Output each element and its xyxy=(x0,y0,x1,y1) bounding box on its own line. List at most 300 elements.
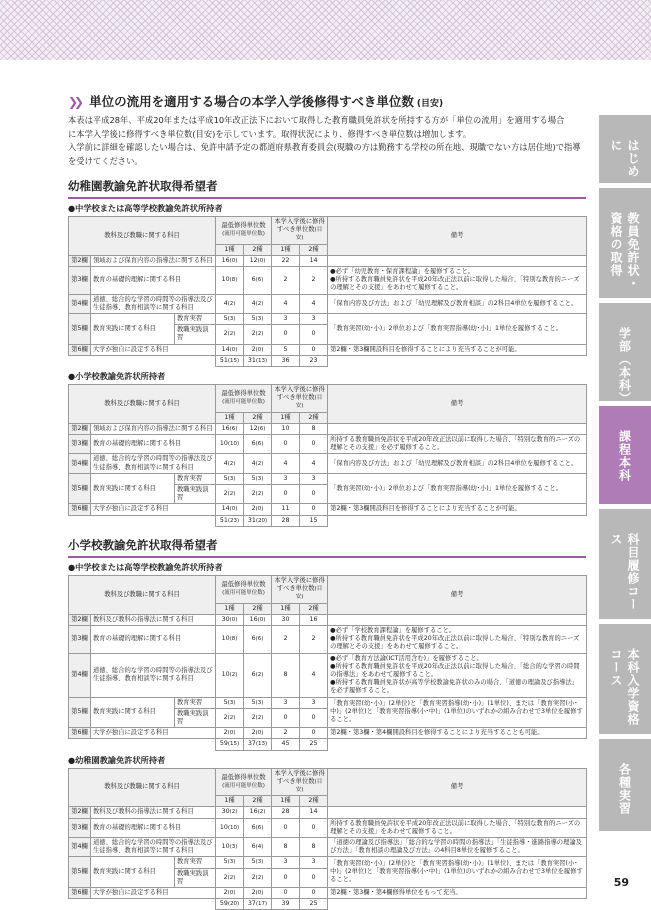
header-subject: 教科及び教職に関する科目 xyxy=(69,768,216,807)
header-min-credits xyxy=(216,385,272,413)
min-credits-2 xyxy=(244,887,272,898)
credit-transfer: (0) xyxy=(257,616,266,623)
credit-value: 51 xyxy=(219,356,228,364)
credit-value: 2 xyxy=(223,330,228,338)
sidebar-tab-5[interactable] xyxy=(599,509,651,619)
credit-value: 5 xyxy=(251,858,256,866)
column-number: 第6欄 xyxy=(69,728,91,739)
credit-transfer: (6) xyxy=(255,824,264,831)
credit-transfer: (2) xyxy=(255,491,264,498)
intro-text xyxy=(68,114,586,168)
table-header-row xyxy=(69,768,587,796)
total-spacer xyxy=(69,739,216,750)
header-min-note: (流用可能単位数) xyxy=(222,399,265,406)
required-credits-2: 15 xyxy=(300,515,328,526)
header-grade: 1種 xyxy=(216,603,244,614)
header-note: 備考 xyxy=(328,217,587,256)
header-after-note: (目安) xyxy=(295,227,323,242)
credit-transfer: (3) xyxy=(255,859,264,866)
table-row xyxy=(69,344,587,355)
credit-transfer: (2) xyxy=(227,460,236,467)
min-credits-2 xyxy=(244,625,272,653)
credit-value: 5 xyxy=(223,474,228,482)
decorative-header-band xyxy=(0,0,651,60)
table-row xyxy=(69,515,587,526)
min-credits-2 xyxy=(244,473,272,484)
credit-value: 2 xyxy=(223,888,228,896)
credit-value: 16 xyxy=(249,808,258,816)
table-row xyxy=(69,728,587,739)
column-number: 第6欄 xyxy=(69,344,91,355)
required-credits-1: 2 xyxy=(272,267,300,295)
credit-transfer: (3) xyxy=(255,316,264,323)
credits-table xyxy=(68,384,587,527)
required-credits-2: 4 xyxy=(300,653,328,697)
header-after-note: (目安) xyxy=(295,778,323,793)
credit-value: 6 xyxy=(251,823,256,831)
credit-value: 51 xyxy=(219,516,228,524)
total-spacer xyxy=(69,515,216,526)
credit-transfer: (8) xyxy=(229,277,238,284)
credit-transfer: (2) xyxy=(257,809,266,816)
required-credits-1: 2 xyxy=(272,625,300,653)
header-after-credits xyxy=(272,575,328,603)
credit-value: 59 xyxy=(219,740,228,748)
credit-value: 31 xyxy=(247,516,256,524)
credit-transfer: (3) xyxy=(255,475,264,482)
min-credits-2 xyxy=(244,325,272,344)
credit-transfer: (20) xyxy=(255,517,268,524)
required-credits-2: 25 xyxy=(300,739,328,750)
required-credits-1: 11 xyxy=(272,504,300,515)
table-header-row xyxy=(69,217,587,245)
required-credits-1: 3 xyxy=(272,857,300,868)
remarks: 「教育実習(幼･小)」2単位および「教育実習指導(幼･小)」1単位を履修すること。 xyxy=(328,473,587,504)
min-credits-1 xyxy=(216,837,244,856)
required-credits-2: 3 xyxy=(300,857,328,868)
header-grade: 2種 xyxy=(244,244,272,255)
subject-sub: 教職実践演習 xyxy=(175,485,216,504)
subject-sub: 教育実習 xyxy=(175,697,216,708)
table-row xyxy=(69,255,587,266)
subject-name: 教育の基礎的理解に関する科目 xyxy=(91,625,216,653)
subject-sub: 教職実践演習 xyxy=(175,868,216,887)
table-row xyxy=(69,818,587,837)
remarks: 第2欄・第3欄開設科目を修得することにより充当することが可能。 xyxy=(328,504,587,515)
credit-transfer: (2) xyxy=(227,714,236,721)
header-grade: 1種 xyxy=(272,796,300,807)
subject-name: 教育の基礎的理解に関する科目 xyxy=(91,267,216,295)
column-number: 第6欄 xyxy=(69,887,91,898)
min-credits-2 xyxy=(244,697,272,708)
required-credits-1: 0 xyxy=(272,708,300,727)
credit-value: 6 xyxy=(251,670,256,678)
sidebar-tab-1[interactable] xyxy=(599,115,651,183)
credit-transfer: (6) xyxy=(255,636,264,643)
min-credits-2 xyxy=(244,255,272,266)
subject-name: 大学が独自に設定する科目 xyxy=(91,728,216,739)
credit-value: 4 xyxy=(223,459,228,467)
column-number: 第3欄 xyxy=(69,435,91,454)
required-credits-1: 0 xyxy=(272,485,300,504)
credit-value: 10 xyxy=(219,440,228,448)
subject-name: 教科及び教科の指導法に関する科目 xyxy=(91,807,216,818)
block-title: ●中学校または高等学校教諭免許状所持者 xyxy=(68,203,223,213)
min-credits-2 xyxy=(244,515,272,526)
min-credits-2 xyxy=(244,267,272,295)
header-grade: 2種 xyxy=(300,412,328,423)
credit-value: 2 xyxy=(251,490,256,498)
header-after-credits xyxy=(272,768,328,796)
header-grade: 2種 xyxy=(244,603,272,614)
credits-table xyxy=(68,575,587,751)
header-note: 備考 xyxy=(328,768,587,807)
min-credits-2 xyxy=(244,837,272,856)
header-after-credits xyxy=(272,217,328,245)
sidebar-tab-2[interactable] xyxy=(599,188,651,298)
table-row xyxy=(69,504,587,515)
sections xyxy=(68,178,586,910)
table-row xyxy=(69,314,587,325)
credit-value: 14 xyxy=(221,505,230,513)
credit-transfer: (2) xyxy=(227,300,236,307)
required-credits-1: 4 xyxy=(272,294,300,313)
subject-name: 大学が独自に設定する科目 xyxy=(91,887,216,898)
credit-value: 6 xyxy=(251,440,256,448)
required-credits-2: 2 xyxy=(300,625,328,653)
credit-transfer: (6) xyxy=(257,425,266,432)
credit-value: 2 xyxy=(251,873,256,881)
column-number: 第3欄 xyxy=(69,625,91,653)
table-row xyxy=(69,739,587,750)
remarks xyxy=(328,423,587,434)
min-credits-2 xyxy=(244,899,272,910)
required-credits-2: 4 xyxy=(300,294,328,313)
required-credits-2: 0 xyxy=(300,325,328,344)
required-credits-2: 3 xyxy=(300,473,328,484)
credit-value: 2 xyxy=(251,888,256,896)
credit-transfer: (2) xyxy=(255,714,264,721)
table-row xyxy=(69,837,587,856)
credit-transfer: (0) xyxy=(227,889,236,896)
credit-value: 16 xyxy=(249,615,258,623)
required-credits-1: 3 xyxy=(272,473,300,484)
credit-value: 2 xyxy=(251,713,256,721)
credit-value: 2 xyxy=(223,713,228,721)
min-credits-1 xyxy=(216,267,244,295)
credit-transfer: (0) xyxy=(255,506,264,513)
credits-table xyxy=(68,216,587,367)
required-credits-1: 0 xyxy=(272,868,300,887)
min-credits-2 xyxy=(244,355,272,366)
credit-transfer: (2) xyxy=(229,671,238,678)
credit-value: 5 xyxy=(223,315,228,323)
min-credits-1 xyxy=(216,625,244,653)
min-credits-2 xyxy=(244,344,272,355)
required-credits-2: 0 xyxy=(300,435,328,454)
credit-transfer: (6) xyxy=(229,425,238,432)
min-credits-1 xyxy=(216,294,244,313)
required-credits-1: 3 xyxy=(272,314,300,325)
credit-value: 31 xyxy=(247,356,256,364)
required-credits-1: 5 xyxy=(272,344,300,355)
min-credits-1 xyxy=(216,454,244,473)
required-credits-2: 0 xyxy=(300,728,328,739)
credit-transfer: (2) xyxy=(227,491,236,498)
subject-name: 教育の基礎的理解に関する科目 xyxy=(91,818,216,837)
min-credits-1 xyxy=(216,485,244,504)
required-credits-2: 3 xyxy=(300,697,328,708)
required-credits-2: 25 xyxy=(300,899,328,910)
page-title-text: 単位の流用を適用する場合の本学入学後修得すべき単位数 xyxy=(89,94,414,109)
header-min-label: 最低修得単位数 xyxy=(221,773,266,781)
double-chevron-icon: ❯❯ xyxy=(68,95,81,109)
table-row xyxy=(69,355,587,366)
column-number: 第2欄 xyxy=(69,614,91,625)
sidebar-tab-label: 課程本科 xyxy=(617,430,632,482)
credit-transfer: (13) xyxy=(255,741,268,748)
sidebar-tab-label: 学部（本科） xyxy=(617,327,632,405)
table-row xyxy=(69,294,587,313)
column-number: 第4欄 xyxy=(69,837,91,856)
table-row xyxy=(69,899,587,910)
header-grade: 1種 xyxy=(216,412,244,423)
table-row xyxy=(69,653,587,697)
total-spacer xyxy=(69,355,216,366)
table-header-row xyxy=(69,575,587,603)
remarks xyxy=(328,899,587,910)
sidebar-tab-label: 各種実習 xyxy=(617,763,632,815)
subject-sub: 教育実習 xyxy=(175,314,216,325)
min-credits-2 xyxy=(244,485,272,504)
credit-transfer: (2) xyxy=(255,331,264,338)
credit-transfer: (15) xyxy=(227,357,240,364)
remarks xyxy=(328,739,587,750)
required-credits-2: 0 xyxy=(300,344,328,355)
credit-value: 37 xyxy=(247,740,256,748)
credit-value: 30 xyxy=(221,808,230,816)
column-number: 第2欄 xyxy=(69,255,91,266)
intro-line: に本学入学後に修得すべき単位数(目安)を示しています。取得状況により、修得すべき単位数は増加します。 xyxy=(68,128,472,139)
credit-transfer: (13) xyxy=(255,357,268,364)
credit-value: 6 xyxy=(251,276,256,284)
credit-transfer: (10) xyxy=(227,824,240,831)
remarks: 第2欄・第3欄開設科目を修得することにより充当することが可能。 xyxy=(328,344,587,355)
min-credits-1 xyxy=(216,739,244,750)
min-credits-2 xyxy=(244,739,272,750)
column-number: 第5欄 xyxy=(69,314,91,345)
header-note: 備考 xyxy=(328,575,587,614)
column-number: 第5欄 xyxy=(69,697,91,728)
min-credits-1 xyxy=(216,473,244,484)
table-row xyxy=(69,267,587,295)
header-note: 備考 xyxy=(328,385,587,424)
credit-transfer: (8) xyxy=(229,636,238,643)
header-grade: 2種 xyxy=(244,412,272,423)
table-row xyxy=(69,435,587,454)
subject-name: 大学が独自に設定する科目 xyxy=(91,344,216,355)
credit-value: 4 xyxy=(223,299,228,307)
required-credits-2: 14 xyxy=(300,807,328,818)
credit-transfer: (0) xyxy=(255,346,264,353)
page-number: 59 xyxy=(613,876,629,889)
header-min-note: (流用可能単位数) xyxy=(222,782,265,789)
required-credits-1: 4 xyxy=(272,454,300,473)
intro-line: 入学前に詳細を確認したい場合は、免許申請予定の都道府県教育委員会(現職の方は勤務する学校の所在地、現職でない方は居住地)で指導 xyxy=(68,142,581,152)
min-credits-2 xyxy=(244,868,272,887)
required-credits-1: 30 xyxy=(272,614,300,625)
sidebar-tab-7[interactable] xyxy=(599,739,651,831)
required-credits-1: 0 xyxy=(272,435,300,454)
remarks xyxy=(328,355,587,366)
remarks: 「保育内容及び方法」および「幼児理解及び教育相談」の2科目4単位を履修すること。 xyxy=(328,454,587,473)
credit-value: 16 xyxy=(221,424,230,432)
required-credits-1: 39 xyxy=(272,899,300,910)
table-row xyxy=(69,625,587,653)
column-number: 第4欄 xyxy=(69,294,91,313)
subject-sub: 教職実践演習 xyxy=(175,325,216,344)
block-title: ●幼稚園教諭免許状所持者 xyxy=(68,754,166,765)
sidebar-tab-label: 科目履修コース xyxy=(609,533,640,611)
subject-name: 道徳、総合的な学習の時間等の指導法及び生徒指導、教育相談等に関する科目 xyxy=(91,294,216,313)
header-after-note: (目安) xyxy=(295,586,323,601)
column-number: 第6欄 xyxy=(69,504,91,515)
column-number: 第3欄 xyxy=(69,818,91,837)
column-number: 第3欄 xyxy=(69,267,91,295)
credit-transfer: (3) xyxy=(227,699,236,706)
min-credits-1 xyxy=(216,355,244,366)
header-grade: 2種 xyxy=(300,244,328,255)
credit-transfer: (2) xyxy=(255,874,264,881)
table-row xyxy=(69,697,587,708)
credit-transfer: (3) xyxy=(227,859,236,866)
remarks: 「教育実習(幼･小)」2単位および「教育実習指導(幼･小)」1単位を履修すること。 xyxy=(328,314,587,345)
required-credits-2: 16 xyxy=(300,614,328,625)
credits-table xyxy=(68,768,587,910)
block-title: ●中学校または高等学校教諭免許状所持者 xyxy=(68,561,223,572)
header-subject: 教科及び教職に関する科目 xyxy=(69,385,216,424)
sidebar-tab-label: はじめに xyxy=(609,139,640,178)
required-credits-1: 10 xyxy=(272,423,300,434)
remarks: ●必ず「幼児教育・保育課程論」を履修すること。 ●所持する教育職員免許状を平成20年改正法以前に取得した場合、「特別な教育的ニーズの理解とその支援」をあわせて履修すること。 xyxy=(328,267,587,295)
credit-transfer: (0) xyxy=(255,889,264,896)
header-grade: 1種 xyxy=(216,796,244,807)
min-credits-1 xyxy=(216,255,244,266)
credit-transfer: (2) xyxy=(255,300,264,307)
remarks xyxy=(328,255,587,266)
required-credits-2: 0 xyxy=(300,818,328,837)
required-credits-1: 3 xyxy=(272,697,300,708)
credit-value: 6 xyxy=(251,635,256,643)
credit-transfer: (15) xyxy=(227,741,240,748)
credit-transfer: (3) xyxy=(255,699,264,706)
min-credits-1 xyxy=(216,435,244,454)
subject-name: 教育実践に関する科目 xyxy=(91,473,175,504)
required-credits-2: 4 xyxy=(300,454,328,473)
credit-transfer: (2) xyxy=(255,671,264,678)
header-grade: 1種 xyxy=(272,244,300,255)
sidebar-tab-6[interactable] xyxy=(599,624,651,734)
sidebar-tab-3[interactable] xyxy=(599,303,651,405)
header-subject: 教科及び教職に関する科目 xyxy=(69,217,216,256)
section-title: 小学校教諭免許状取得希望者 xyxy=(68,537,586,558)
credit-value: 37 xyxy=(247,900,256,908)
required-credits-1: 0 xyxy=(272,325,300,344)
credit-value: 2 xyxy=(223,729,228,737)
table-header-row xyxy=(69,385,587,413)
credit-transfer: (20) xyxy=(227,901,240,908)
table-row xyxy=(69,473,587,484)
page-title-note: (目安) xyxy=(416,99,444,109)
min-credits-2 xyxy=(244,294,272,313)
credit-transfer: (3) xyxy=(227,316,236,323)
min-credits-1 xyxy=(216,515,244,526)
credit-transfer: (2) xyxy=(255,460,264,467)
credit-transfer: (4) xyxy=(255,844,264,851)
min-credits-1 xyxy=(216,653,244,697)
block-title: ●小学校教諭免許状所持者 xyxy=(68,371,166,382)
credit-transfer: (17) xyxy=(255,901,268,908)
min-credits-1 xyxy=(216,899,244,910)
credit-value: 2 xyxy=(251,330,256,338)
min-credits-2 xyxy=(244,728,272,739)
min-credits-1 xyxy=(216,504,244,515)
required-credits-2: 3 xyxy=(300,314,328,325)
column-number: 第2欄 xyxy=(69,423,91,434)
credit-value: 5 xyxy=(251,474,256,482)
subject-name: 教育実践に関する科目 xyxy=(91,857,175,888)
required-credits-2: 8 xyxy=(300,423,328,434)
credit-value: 5 xyxy=(251,315,256,323)
subject-sub: 教育実習 xyxy=(175,857,216,868)
header-after-note: (目安) xyxy=(295,395,323,410)
required-credits-2: 0 xyxy=(300,887,328,898)
min-credits-1 xyxy=(216,728,244,739)
subject-name: 道徳、総合的な学習の時間等の指導法及び生徒指導、教育相談等に関する科目 xyxy=(91,653,216,697)
required-credits-2: 14 xyxy=(300,255,328,266)
required-credits-1: 28 xyxy=(272,807,300,818)
table-row xyxy=(69,857,587,868)
min-credits-2 xyxy=(244,653,272,697)
required-credits-1: 8 xyxy=(272,837,300,856)
required-credits-2: 0 xyxy=(300,708,328,727)
min-credits-2 xyxy=(244,423,272,434)
credit-value: 10 xyxy=(221,670,230,678)
min-credits-1 xyxy=(216,344,244,355)
min-credits-1 xyxy=(216,818,244,837)
credit-transfer: (0) xyxy=(257,257,266,264)
remarks: 「教育実習(幼･小)」(2単位)と「教育実習指導(幼･小)」(1単位)、または「教育実習(小･中)」(2単位)と「教育実習指導(小･中)」(1単位)のいずれかの組み合わせで3単位を履修すること。 xyxy=(328,697,587,728)
min-credits-2 xyxy=(244,435,272,454)
remarks: 「道徳の理論及び指導法」「総合的な学習の時間の指導法」「生徒指導・進路指導の理論及び方法」「教育相談の理論及び方法」の4科目8単位を履修すること。 xyxy=(328,837,587,856)
min-credits-1 xyxy=(216,325,244,344)
credit-value: 10 xyxy=(221,635,230,643)
header-grade: 2種 xyxy=(244,796,272,807)
sidebar-tab-4[interactable] xyxy=(599,406,651,504)
credit-transfer: (3) xyxy=(229,844,238,851)
column-number: 第2欄 xyxy=(69,807,91,818)
credit-value: 6 xyxy=(251,843,256,851)
table-row xyxy=(69,887,587,898)
credit-value: 30 xyxy=(221,615,230,623)
min-credits-1 xyxy=(216,708,244,727)
header-after-credits xyxy=(272,385,328,413)
remarks: 「保育内容及び方法」および「幼児理解及び教育相談」の2科目4単位を履修すること。 xyxy=(328,294,587,313)
credit-value: 4 xyxy=(251,459,256,467)
credit-transfer: (0) xyxy=(227,730,236,737)
credit-value: 12 xyxy=(249,256,258,264)
sidebar-tab-label: 教員免許状・資格の取得 xyxy=(609,212,640,290)
